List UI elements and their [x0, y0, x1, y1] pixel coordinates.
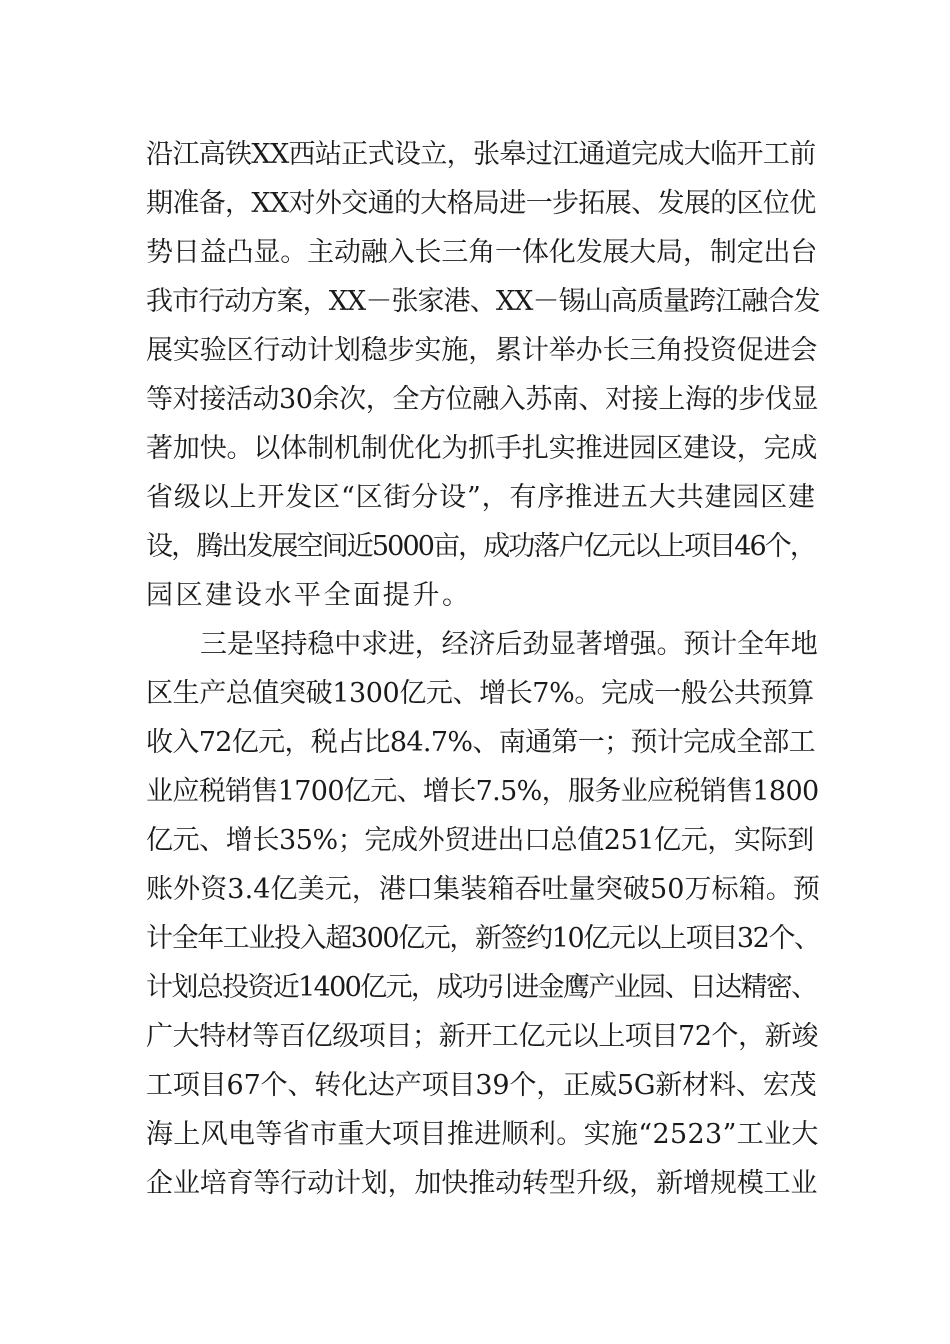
- text-line: 展实验区行动计划稳步实施，累计举办长三角投资促进会: [146, 335, 818, 366]
- text-line: 著加快。以体制机制优化为抓手扎实推进园区建设，完成: [146, 433, 818, 464]
- body-text: [146, 130, 820, 1208]
- text-line: 业应税销售1700亿元、增长7.5%，服务业应税销售1800: [146, 776, 819, 807]
- text-line: 省级以上开发区“区街分设”，有序推进五大共建园区建: [146, 482, 816, 513]
- paragraph-2: [146, 620, 820, 1208]
- text-line: 势日益凸显。主动融入长三角一体化发展大局，制定出台: [146, 237, 818, 268]
- text-line: 我市行动方案，XX－张家港、XX－锡山高质量跨江融合发: [146, 286, 820, 317]
- text-line: 计划总投资近1400亿元，成功引进金鹰产业园、日达精密、: [146, 972, 817, 1003]
- text-line: 园区建设水平全面提升。: [146, 580, 472, 611]
- paragraph-1: [146, 130, 820, 620]
- text-line: 账外资3.4亿美元，港口集装箱吞吐量突破50万标箱。预: [146, 874, 820, 905]
- text-line: 三是坚持稳中求进，经济后劲显著增强。预计全年地: [200, 629, 818, 660]
- text-line: 计全年工业投入超300亿元，新签约10亿元以上项目32个、: [146, 923, 820, 954]
- text-line: 区生产总值突破1300亿元、增长7%。完成一般公共预算: [146, 678, 814, 709]
- text-line: 收入72亿元，税占比84.7%、南通第一；预计完成全部工: [146, 727, 815, 758]
- text-line: 企业培育等行动计划，加快推动转型升级，新增规模工业: [146, 1168, 818, 1199]
- text-line: 海上风电等省市重大项目推进顺利。实施“2523”工业大: [146, 1119, 819, 1150]
- text-line: 等对接活动30余次，全方位融入苏南、对接上海的步伐显: [146, 384, 818, 415]
- text-line: 设，腾出发展空间近5000亩，成功落户亿元以上项目46个，: [146, 531, 815, 562]
- text-line: 广大特材等百亿级项目；新开工亿元以上项目72个，新竣: [146, 1021, 818, 1052]
- text-line: 沿江高铁XX西站正式设立，张皋过江通道完成大临开工前: [146, 139, 816, 170]
- text-line: 亿元、增长35%；完成外贸进出口总值251亿元，实际到: [146, 825, 814, 856]
- text-line: 期准备，XX对外交通的大格局进一步拓展、发展的区位优: [146, 188, 816, 219]
- text-line: 工项目67个、转化达产项目39个，正威5G新材料、宏茂: [146, 1070, 817, 1101]
